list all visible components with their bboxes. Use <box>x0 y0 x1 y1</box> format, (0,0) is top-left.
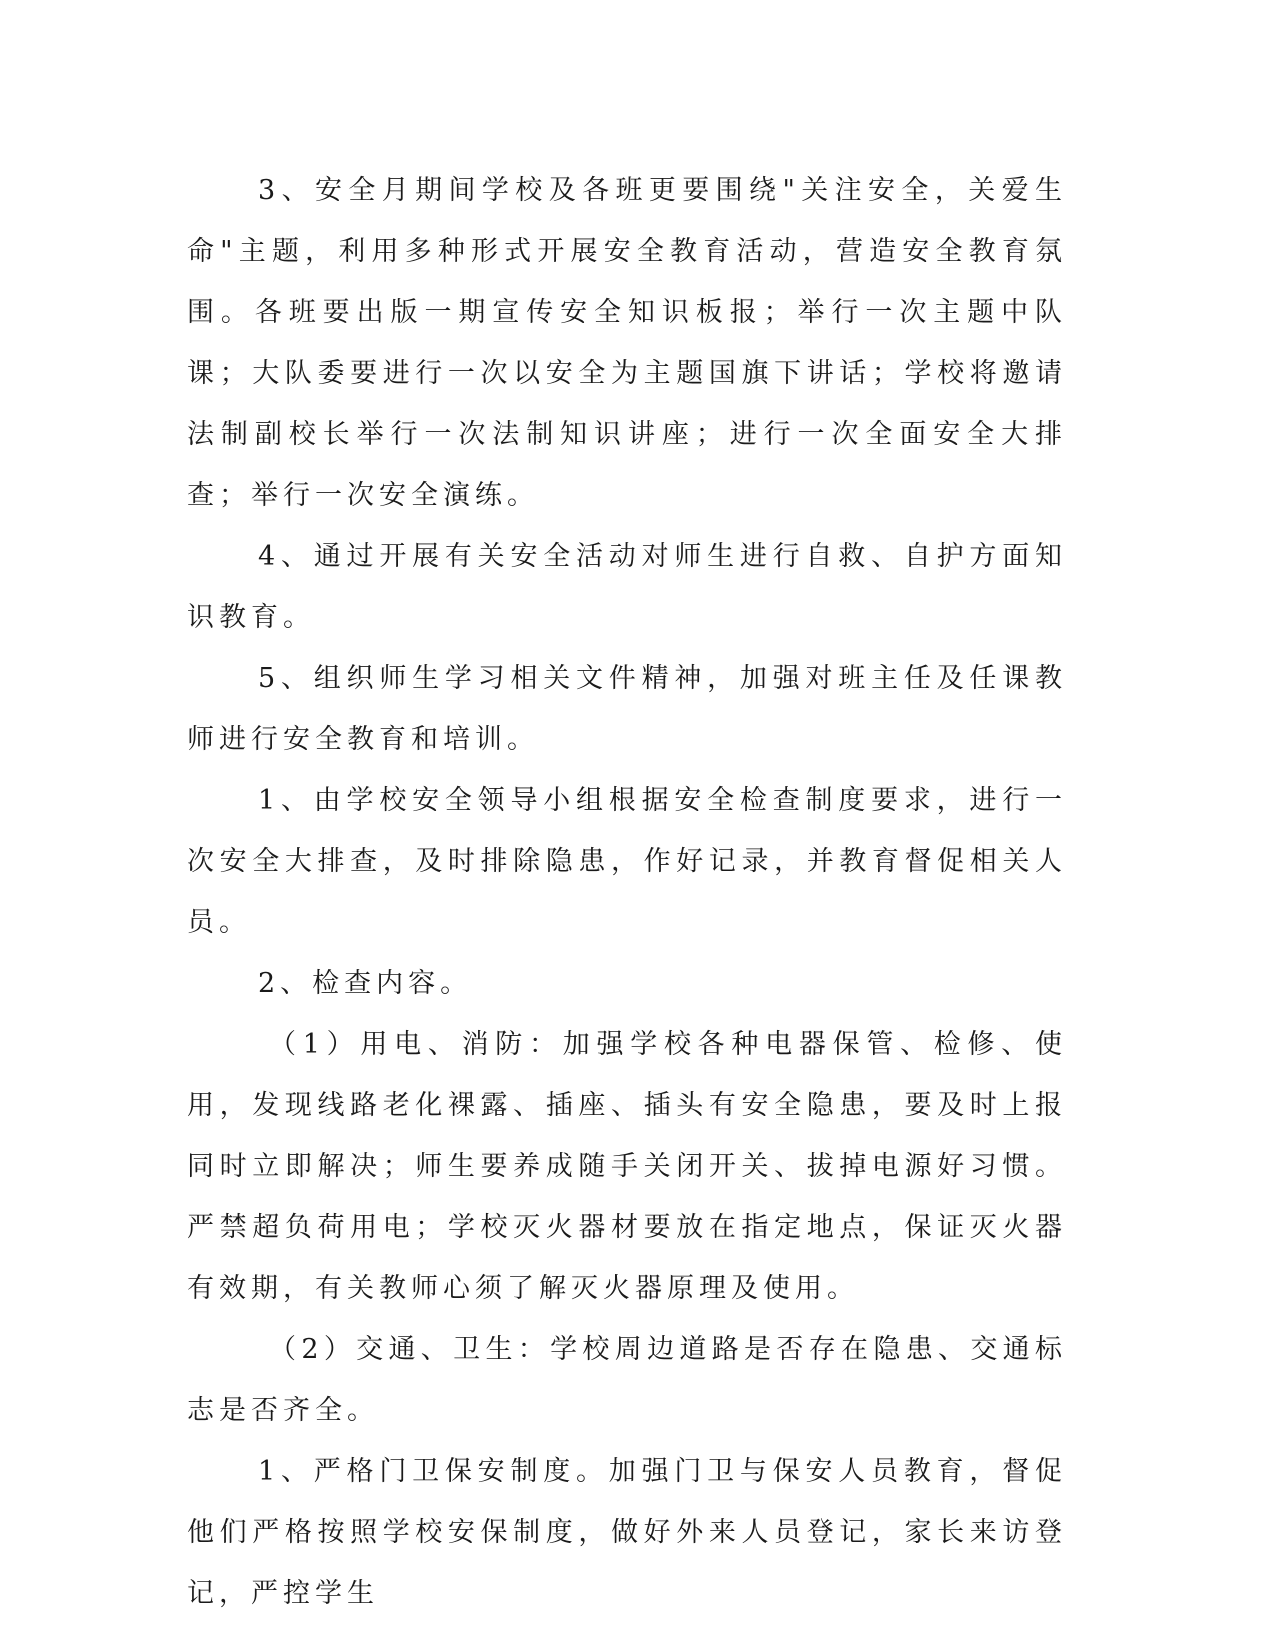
paragraph-teacher-training: 5、组织师生学习相关文件精神，加强对班主任及任课教师进行安全教育和培训。 <box>187 663 1067 755</box>
paragraph-self-rescue-education: 4、通过开展有关安全活动对师生进行自救、自护方面知识教育。 <box>187 541 1067 633</box>
paragraph-electricity-fire: （1）用电、消防：加强学校各种电器保管、检修、使用，发现线路老化裸露、插座、插头有安全隐患，要及时上报同时立即解决；师生要养成随手关闭开关、拔掉电源好习惯。严禁超负荷用电；学校灭火器材要放在指定地点，保证灭火器有效期，有关教师心须了解灭火器原理及使用。 <box>187 1029 1067 1304</box>
paragraph-traffic-hygiene: （2）交通、卫生：学校周边道路是否存在隐患、交通标志是否齐全。 <box>187 1334 1067 1426</box>
paragraph-safety-inspection: 1、由学校安全领导小组根据安全检查制度要求，进行一次安全大排查，及时排除隐患，作好记录，并教育督促相关人员。 <box>187 785 1067 938</box>
paragraph-gate-security: 1、严格门卫保安制度。加强门卫与保安人员教育，督促他们严格按照学校安保制度，做好外来人员登记，家长来访登记，严控学生 <box>187 1456 1067 1609</box>
paragraph-safety-month-activities: 3、安全月期间学校及各班更要围绕"关注安全，关爱生命"主题，利用多种形式开展安全教育活动，营造安全教育氛围。各班要出版一期宣传安全知识板报；举行一次主题中队课；大队委要进行一次以安全为主题国旗下讲话；学校将邀请法制副校长举行一次法制知识讲座；进行一次全面安全大排查；举行一次安全演练。 <box>187 175 1067 511</box>
document-body <box>187 160 1067 1624</box>
paragraph-inspection-content: 2、检查内容。 <box>258 968 473 999</box>
